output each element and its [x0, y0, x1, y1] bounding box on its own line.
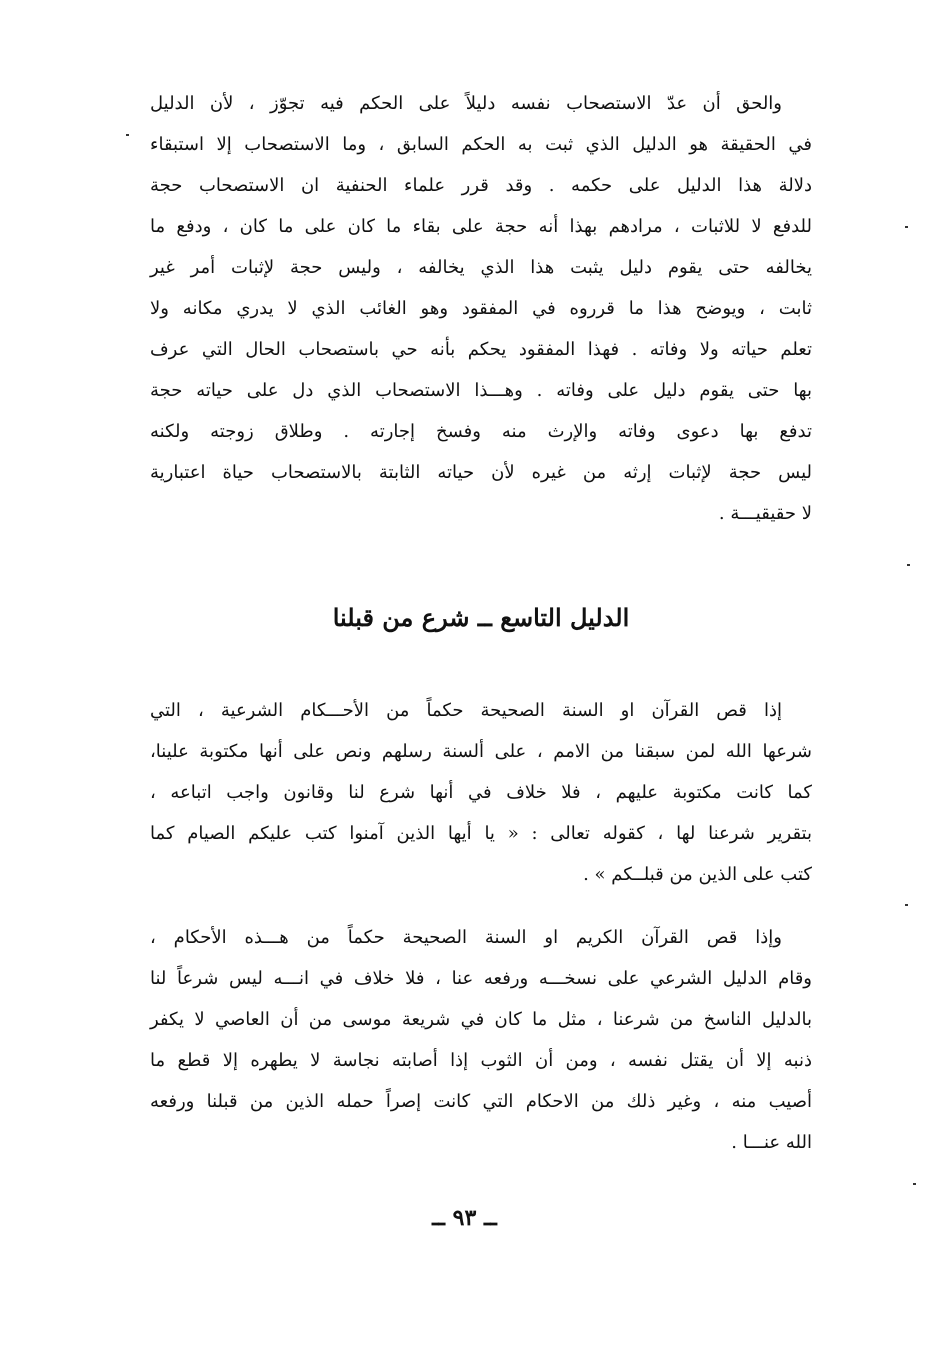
scan-speck	[913, 1183, 916, 1185]
text-line: الله عنـــا .	[731, 1132, 812, 1153]
scan-speck	[907, 564, 910, 566]
scan-speck	[905, 226, 908, 228]
text-line: للدفع لا للاثبات ، مرادهم بهذا أنه حجة على بقاء ما كان على ما كان ، ودفع ما	[150, 216, 812, 237]
scan-speck	[126, 134, 129, 136]
text-line: لا حقيقيـــة .	[718, 503, 812, 524]
text-line: والحق أن عدّ الاستصحاب نفسه دليلاً على الحكم فيه تجوّز ، لأن الدليل	[150, 93, 782, 114]
text-line: بها حتى يقوم دليل على وفاته . وهـــذا الاستصحاب الذي دل على حياته حجة	[150, 380, 812, 401]
text-line: دلالة هذا الدليل على حكمه . وقد قرر علماء الحنفية ان الاستصحاب حجة	[150, 175, 812, 196]
text-line: وقام الدليل الشرعي على نسخـــه ورفعه عنا ، فلا خلاف في انـــه ليس شرعاً لنا	[150, 968, 812, 989]
text-line: في الحقيقة هو الدليل الذي ثبت به الحكم السابق ، وما الاستصحاب إلا استبقاء	[150, 134, 812, 155]
text-line: ذنبه إلا أن يقتل نفسه ، ومن أن الثوب إذا أصابته نجاسة لا يطهره إلا قطع ما	[150, 1050, 812, 1071]
text-line: كتب على الذين من قبلــكم » .	[583, 864, 812, 885]
text-line: وإذا قص القرآن الكريم او السنة الصحيحة حكماً من هـــذه الأحكام ،	[150, 927, 782, 948]
text-line: ليس حجة لإثبات إرثه من غيره لأن حياته الثابتة بالاستصحاب حياة اعتبارية	[150, 462, 812, 483]
paragraph-istishab	[150, 83, 812, 534]
text-line: تعلم حياته ولا وفاته . فهذا المفقود يحكم بأنه حي باستصحاب الحال التي عرف	[150, 339, 812, 360]
text-line: كما كانت مكتوبة عليهم ، فلا خلاف في أنها شرع لنا وقانون واجب اتباعه ،	[150, 782, 812, 803]
section-heading: الدليل التاسع ــ شرع من قبلنا	[332, 603, 630, 632]
text-line: بتقرير شرعنا لها ، كقوله تعالى : « يا أيها الذين آمنوا كتب عليكم الصيام كما	[150, 823, 812, 844]
paragraph-abrogation	[150, 917, 812, 1163]
text-line: إذا قص القرآن او السنة الصحيحة حكماً من الأحـــكام الشرعية ، التي	[150, 700, 782, 721]
text-line: تدفع بها دعوى وفاته والإرث منه وفسخ إجارته . وطلاق زوجته ولكنه	[150, 421, 812, 442]
text-line: ثابت ، ويوضح هذا ما قرروه في المفقود وهو الغائب الذي لا يدري مكانه ولا	[150, 298, 812, 319]
text-line: بالدليل الناسخ من شرعنا ، مثل ما كان في شريعة موسى من أن العاصي لا يكفر	[150, 1009, 812, 1030]
text-line: يخالفه حتى يقوم دليل يثبت هذا الذي يخالفه ، وليس حجة لإثبات أمر غير	[150, 257, 812, 278]
scan-speck	[905, 904, 908, 906]
text-line: أصيب منه ، وغير ذلك من الاحكام التي كانت إصراً حمله الذين من قبلنا ورفعه	[150, 1091, 812, 1112]
text-line: شرعها الله لمن سبقنا من الامم ، على ألسنة رسلهم ونص على أنها مكتوبة علينا،	[150, 741, 812, 762]
page-number: ــ ٩٣ ــ	[432, 1205, 497, 1231]
paragraph-sharia-before-us	[150, 690, 812, 895]
